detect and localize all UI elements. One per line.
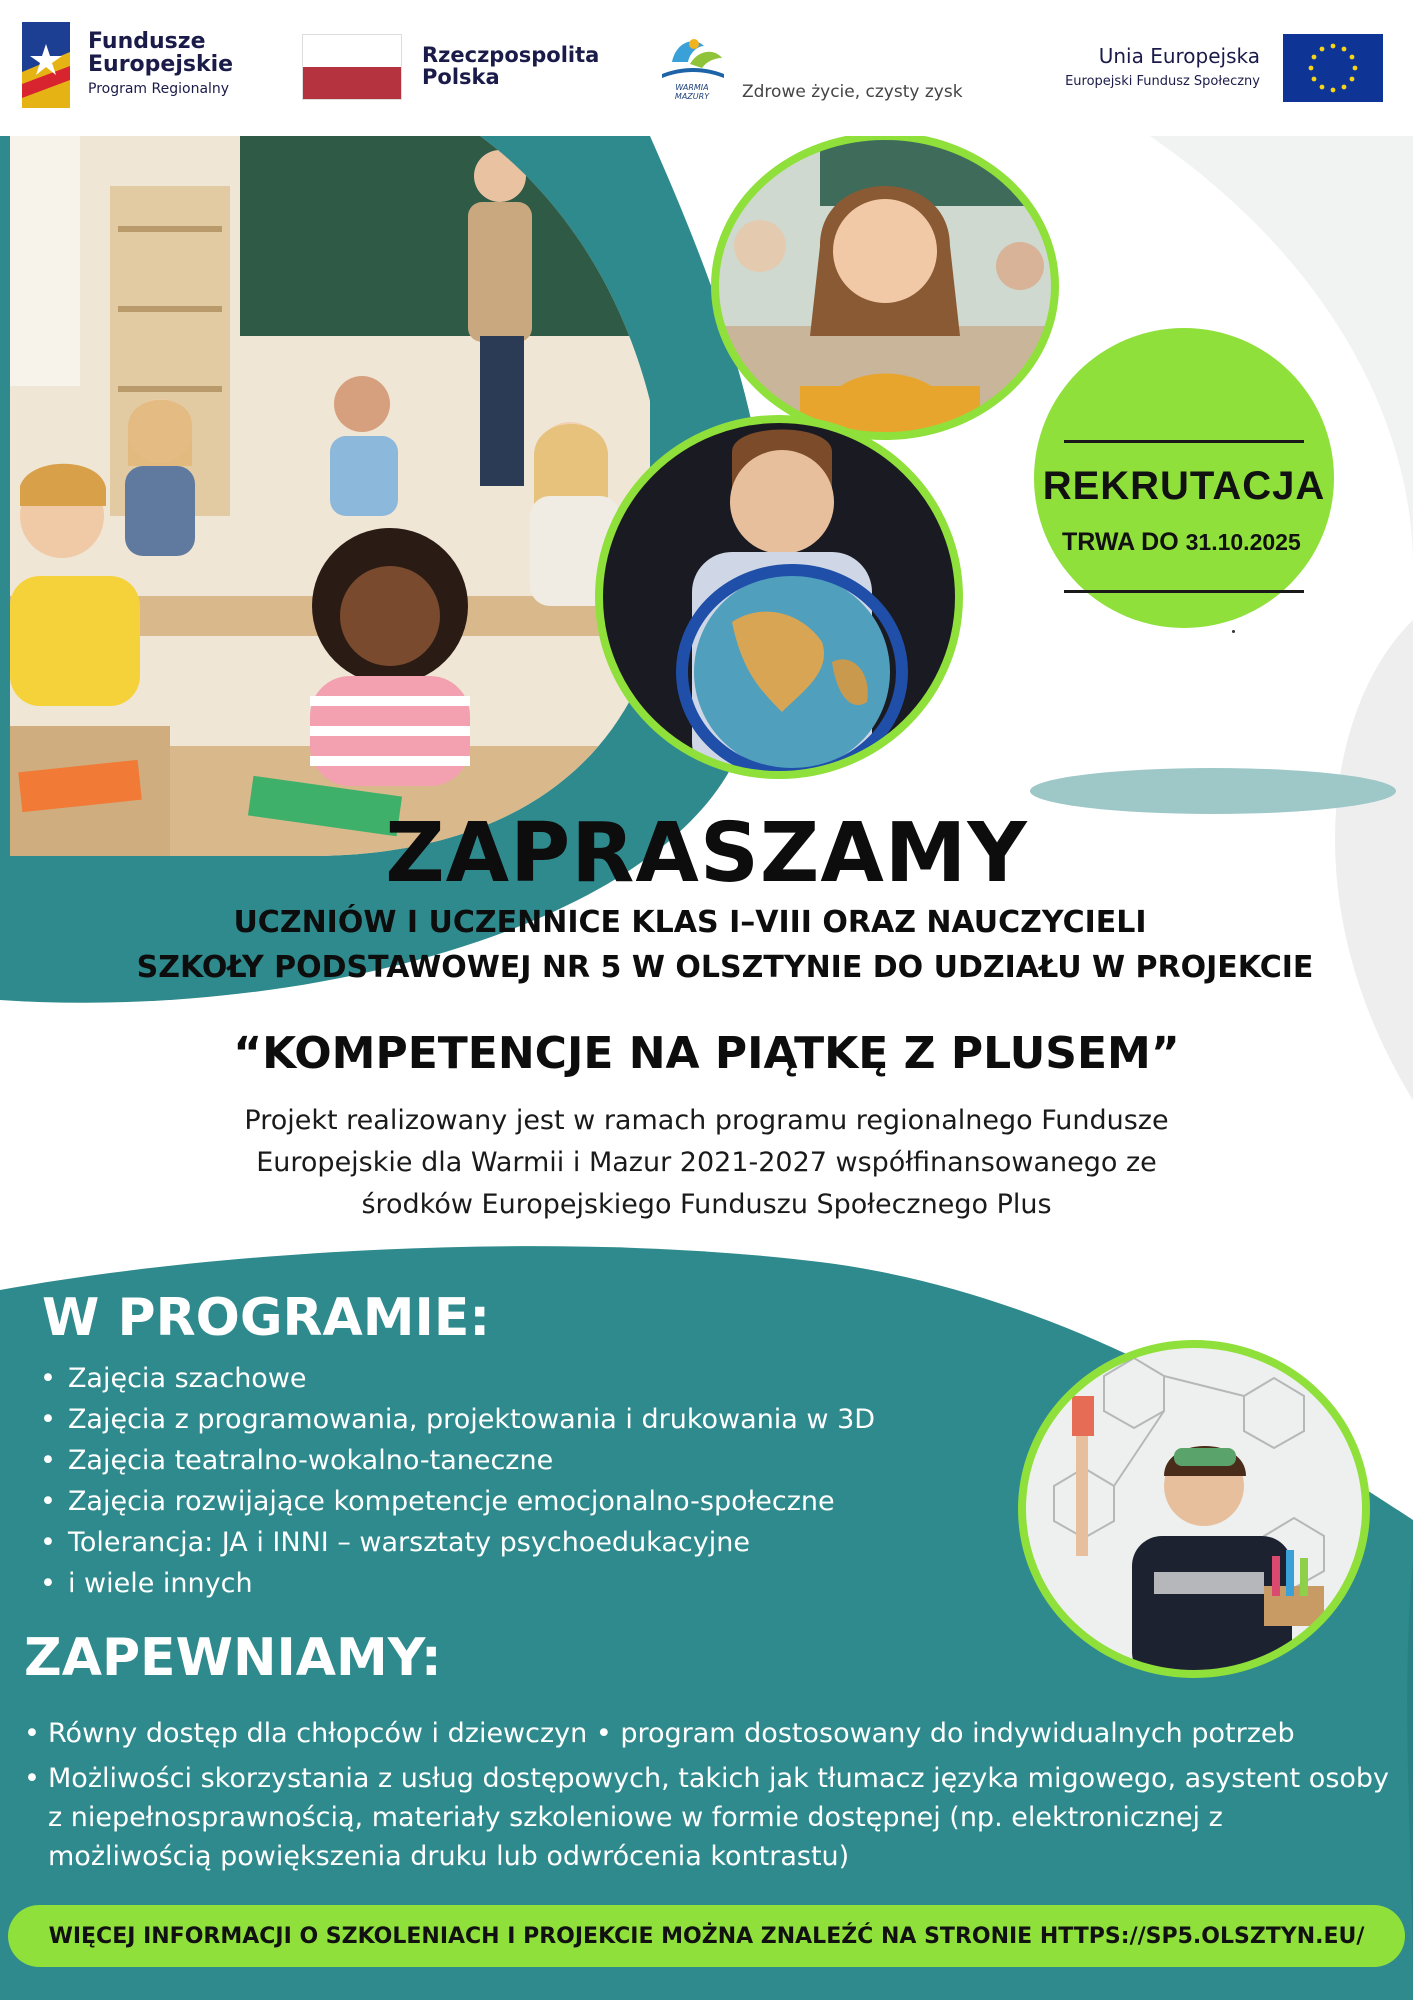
program-item: • Zajęcia teatralno-wokalno-taneczne	[40, 1440, 875, 1481]
eu-line1: Unia Europejska	[1098, 44, 1260, 68]
unia-europejska-text	[1065, 44, 1260, 89]
program-item: • Tolerancja: JA i INNI – warsztaty psychoedukacyjne	[40, 1522, 875, 1563]
invite-line2: SZKOŁY PODSTAWOWEJ NR 5 W OLSZTYNIE DO UDZIAŁU W PROJEKCIE	[136, 950, 1314, 985]
svg-text:WARMIA: WARMIA	[675, 83, 709, 92]
photo-boy-scientist	[1014, 1336, 1374, 1682]
fe-line3: Program Regionalny	[88, 81, 230, 98]
warmia-mazury-logo-icon	[654, 32, 730, 102]
pl-line2: Polska	[422, 65, 500, 90]
rzeczpospolita-polska-text	[422, 44, 599, 88]
eu-line2: Europejski Fundusz Społeczny	[1065, 74, 1260, 89]
desc-line2: Europejskie dla Warmii i Mazur 2021-2027 współfinansowanego ze	[256, 1146, 1157, 1178]
recruitment-badge	[1034, 328, 1334, 628]
program-list	[40, 1358, 875, 1604]
desc-line3: środków Europejskiego Funduszu Społecznego Plus	[361, 1188, 1052, 1220]
badge-deadline	[1062, 528, 1301, 557]
footer-text: WIĘCEJ INFORMACJI O SZKOLENIACH I PROJEKCIE MOŻNA ZNALEŹĆ NA STRONIE HTTPS://SP5.OLSZTYN.EU/	[48, 1923, 1365, 1949]
photo-smiling-girl	[700, 126, 1070, 446]
provide-title: ZAPEWNIAMY:	[24, 1628, 442, 1688]
invite-line1: UCZNIÓW I UCZENNICE KLAS I–VIII ORAZ NAUCZYCIELI	[233, 905, 1147, 940]
invitation-text	[40, 900, 1410, 990]
eu-flag-icon	[1283, 34, 1383, 102]
warmia-slogan: Zdrowe życie, czysty zysk	[742, 82, 963, 102]
provide-list	[24, 1714, 1394, 1876]
badge-rule-top	[1064, 440, 1304, 443]
project-name: “KOMPETENCJE NA PIĄTKĘ Z PLUSEM”	[233, 1028, 1180, 1079]
desc-line1: Projekt realizowany jest w ramach programu regionalnego Fundusze	[244, 1105, 1169, 1136]
badge-title: REKRUTACJA	[1042, 464, 1326, 508]
program-title: W PROGRAMIE:	[42, 1288, 491, 1348]
provide-item: • Równy dostęp dla chłopców i dziewczyn • program dostosowany do indywidualnych potrzeb	[24, 1714, 1394, 1753]
program-item: • Zajęcia rozwijające kompetencje emocjonalno-społeczne	[40, 1481, 875, 1522]
fe-line2: Europejskie	[88, 52, 234, 78]
polish-flag-icon	[302, 34, 402, 100]
badge-dot	[1232, 630, 1235, 633]
provide-item: • Możliwości skorzystania z usług dostępowych, takich jak tłumacz języka migowego, asystent osoby z niepełnosprawnością, materiały szkoleniowe w formie dostępnej (np. elektronicznej z możliwością powiększenia druku lub odwrócenia kontrastu)	[24, 1759, 1394, 1876]
fe-line1: Fundusze	[88, 29, 206, 54]
badge-rule-bottom	[1064, 590, 1304, 593]
program-item: • Zajęcia z programowania, projektowania i drukowania w 3D	[40, 1399, 875, 1440]
fundusze-europejskie-logo-icon	[22, 22, 70, 108]
svg-text:MAZURY: MAZURY	[674, 92, 710, 101]
pl-line1: Rzeczpospolita	[422, 43, 600, 67]
badge-prefix: TRWA DO	[1062, 528, 1179, 556]
badge-date: 31.10.2025	[1185, 529, 1301, 555]
photo-boy-globe	[592, 412, 966, 782]
fundusze-europejskie-text	[88, 30, 233, 97]
project-description	[150, 1100, 1263, 1226]
headline: ZAPRASZAMY	[385, 806, 1028, 901]
program-item: • i wiele innych	[40, 1563, 875, 1604]
logo-bar	[0, 0, 1413, 136]
classroom-photo	[10, 136, 650, 856]
footer-info-bar	[8, 1905, 1405, 1967]
program-item: • Zajęcia szachowe	[40, 1358, 875, 1399]
